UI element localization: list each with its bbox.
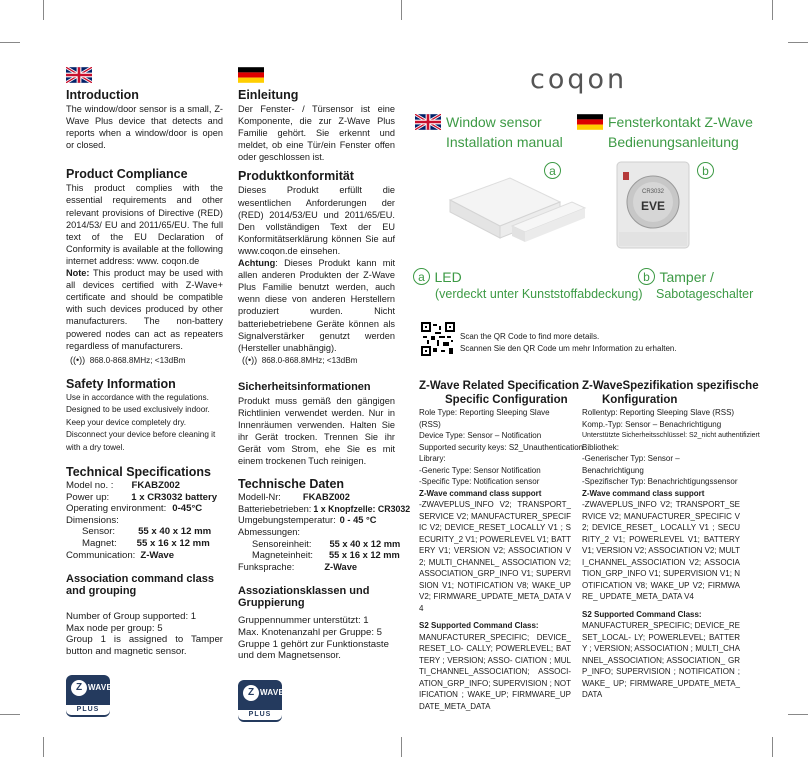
safety-title: Safety Information [66,376,176,391]
uk-flag-icon [66,67,92,83]
led-callout: a LED (verdeckt unter Kunststoffabdeckung) [413,268,628,302]
cover-title-en: Window sensor Installation manual [415,112,575,152]
intro-text: The window/door sensor is a small, Z-Wave Plus device that detects and reports when a window/door is open or closed. [66,104,223,151]
uk-flag-icon [415,114,441,130]
assoc-list: Gruppennummer unterstützt: 1 Max. Knotenanzahl per Gruppe: 5 Gruppe 1 gehört zur Funktionstaste und dem Magnetsensor. [238,615,389,662]
safety-text: Produkt muss gemäß den gängigen Richtlinien verwendet werden. Nur in Innenräumen verwenden. Halten Sie ihr Gerät trocken. Trennen Sie ihr Gerät vom Strom, ehe Sie es mit einem trockenen Tuch reinigen. [238,395,395,467]
svg-text:EVE: EVE [640,199,666,213]
qr-text: Scan the QR Code to find more details. Scannen Sie den QR Code um mehr Information zu erhalten. [460,332,677,353]
compliance-title: Produktkonformität [238,169,354,184]
assoc-title: Assoziationsklassen und Gruppierung [238,585,370,610]
label-a-icon: a [544,162,561,179]
tech-title: Technical Specifications [66,465,211,480]
zwave-plus-badge: Z WAVE PLUS [238,680,282,722]
intro-text: Der Fenster- / Türsensor ist eine Komponente, die zur Z-Wave Plus Familie gehört. Sie erkennt und meldet, ob eine Tür/ein Fenster offen oder geschlossen ist. [238,104,395,163]
frequency-line: ((•)) 868.0-868.8MHz; <13dBm [70,354,186,365]
qr-code[interactable] [421,322,455,356]
svg-text:CR3032: CR3032 [641,189,665,195]
tech-specs: Modell-Nr: FKABZ002 Batteriebetrieben: 1 x Knopfzelle: CR3032 Umgebungstemperatur: 0 - 45 °C Abmessungen: Sensoreinheit: 55 x 40 x 12 mm Magneteinheit: 55 x 16 x 12 mm Funksprache: Z-Wave [238,492,411,572]
cover-title-de: Fensterkontakt Z-Wave Bedienungsanleitung [577,112,767,152]
safety-list: Use in accordance with the regulations. Designed to be used exclusively indoor. Keep your device completely dry. Disconnect your device before cleaning it with a dry towel. [66,392,216,452]
assoc-list: Number of Group supported: 1 Max node per group: 5 Group 1 is assigned to Tamper button and magnetic sensor. [66,611,223,658]
antenna-icon: ((•)) [242,354,258,365]
compliance-title: Product Compliance [66,167,188,182]
zwave-spec-en: Z-Wave Related Specification Specific Configuration Role Type: Reporting Sleeping Slave (RSS) Device Type: Sensor – Notification Supported security keys: S2_Unauthentication Library: -Generic Type: Sensor Notification -Specific Type: Notification sensor Z-Wave command class support -ZWAVEPLUS_INFO V2; TRANSPORT_ SERVICE V2; MANUFACTURER_SPECIFIC V2; DEVICE_RESET_LOCALLY V1 ; SECURITY_2 V1; POWERLEVEL V1; BATTERY V1; VERSION V2; ASSOCIATION V2; MULTI_CHANNEL_ ASSOCIATION V2; ASSOCIATION_GRP_INFO V1; SUPERVISION V1; NOTIFICATION V8; WAKE_UP V2; FIRMWARE_UPDATE_META_DATA V4 S2 Supported Command Class: MANUFACTURER_SPECIFIC; DEVICE_RESET_LO- CALLY; POWERLEVEL; BATTERY ; VERSION; ASSO- CIATION ; MULTI_CHANNEL_ASSOCIATION; ASSOCI- ATION_GRP_INFO; SUPERVISION ; NOTIFICATION ; WAKE_UP; FIRMWARE_UPDATE_META_DATA [419,380,584,711]
intro-title: Introduction [66,88,139,102]
sensor-image [440,160,590,260]
assoc-title: Association command class and grouping [66,573,214,598]
safety-title: Sicherheitsinformationen [238,380,371,393]
tech-title: Technische Daten [238,477,345,492]
brand-logo: coqon [530,64,628,95]
antenna-icon: ((•)) [70,354,86,365]
label-b-icon: b [697,162,714,179]
tamper-callout: b Tamper / Sabotageschalter [638,268,758,302]
german-flag-icon [577,114,603,130]
zwave-spec-de: Z-WaveSpezifikation spezifische Konfiguration Rollentyp: Reporting Sleeping Slave (RSS) Komp.-Typ: Sensor – Benachrichtigung Unterstützte Sicherheitsschlüssel: S2_nicht authentifiziert Bibliothek: -Generischer Typ: Sensor – Benachrichtigung -Spezifischer Typ: Benachrichtigungssensor Z-Wave command class support -ZWAVEPLUS_INFO V2; TRANSPORT_SERVICE V2; MANUFACTURER_SPECIFIC V2; DEVICE_RESET_ LOCALLY V1 ; SECURITY_2 V1; POWERLEVEL V1; BATTERY V1; VERSION V2; ASSOCIATION V2; MULTI_CHANNEL_ASSOCIATION V2; ASSOCIATION_GRP_INFO V1; SUPERVISION V1; NOTIFICATION V8; WAKE_UP V2; FIRMWARE_ UPDATE_META_DATA V4 S2 Supported Command Class: MANUFACTURER_SPECIFIC; DEVICE_RESET_LOCAL- LY; POWERLEVEL; BATTERY ; VERSION; ASSOCIATION ; MULTI_CHANNEL_ASSOCIATION; ASSOCIATION_ GRP_INFO; SUPERVISION ; NOTIFICATION ; WAKE_ UP; FIRMWARE_UPDATE_META_DATA [582,380,760,699]
tech-specs: Model no. : FKABZ002 Power up: 1 x CR3032 battery Operating environment: 0-45°C Dimensions: Sensor: 55 x 40 x 12 mm Magnet: 55 x 16 x 12 mm Communication: Z-Wave [66,480,218,561]
compliance-text: This product complies with the essential requirements and other relevant provisions of Directive (RED) 2014/53/ EU and 2011/65/EU. The full text of the EU Declaration of Conformity is available at the following internet address: www. coqon.de Note: This product may be used with all devices certified with Z-Wave+ certificate and should be compatible with such devices produced by other manufacturers. The non-battery powered nodes can act as repeaters regardless of manufacturers. [66,183,223,351]
compliance-text: Dieses Produkt erfüllt die wesentlichen Anforderungen der (RED) 2014/53/EU und 2011/65/EU. Den vollständigen Text der EU Konformitätserklärung können Sie auf www.coqon.de einsehen. Achtung: Dieses Produkt kann mit allen anderen Produkten der Z-Wave Plus Familie benutzt werden, auch wenn diese von anderen Herstellern produziert wurden. Nicht batteriebetriebene Geräte können als Signalverstärker genutzt werden (Hersteller unabhängig). [238,185,395,353]
english-column [66,67,223,717]
german-flag-icon [238,67,264,83]
intro-title: Einleitung [238,88,299,102]
frequency-line: ((•)) 868.0-868.8MHz; <13dBm [242,354,358,365]
zwave-plus-badge: Z WAVE PLUS [66,675,110,717]
german-column [238,67,411,722]
battery-image [615,160,691,250]
